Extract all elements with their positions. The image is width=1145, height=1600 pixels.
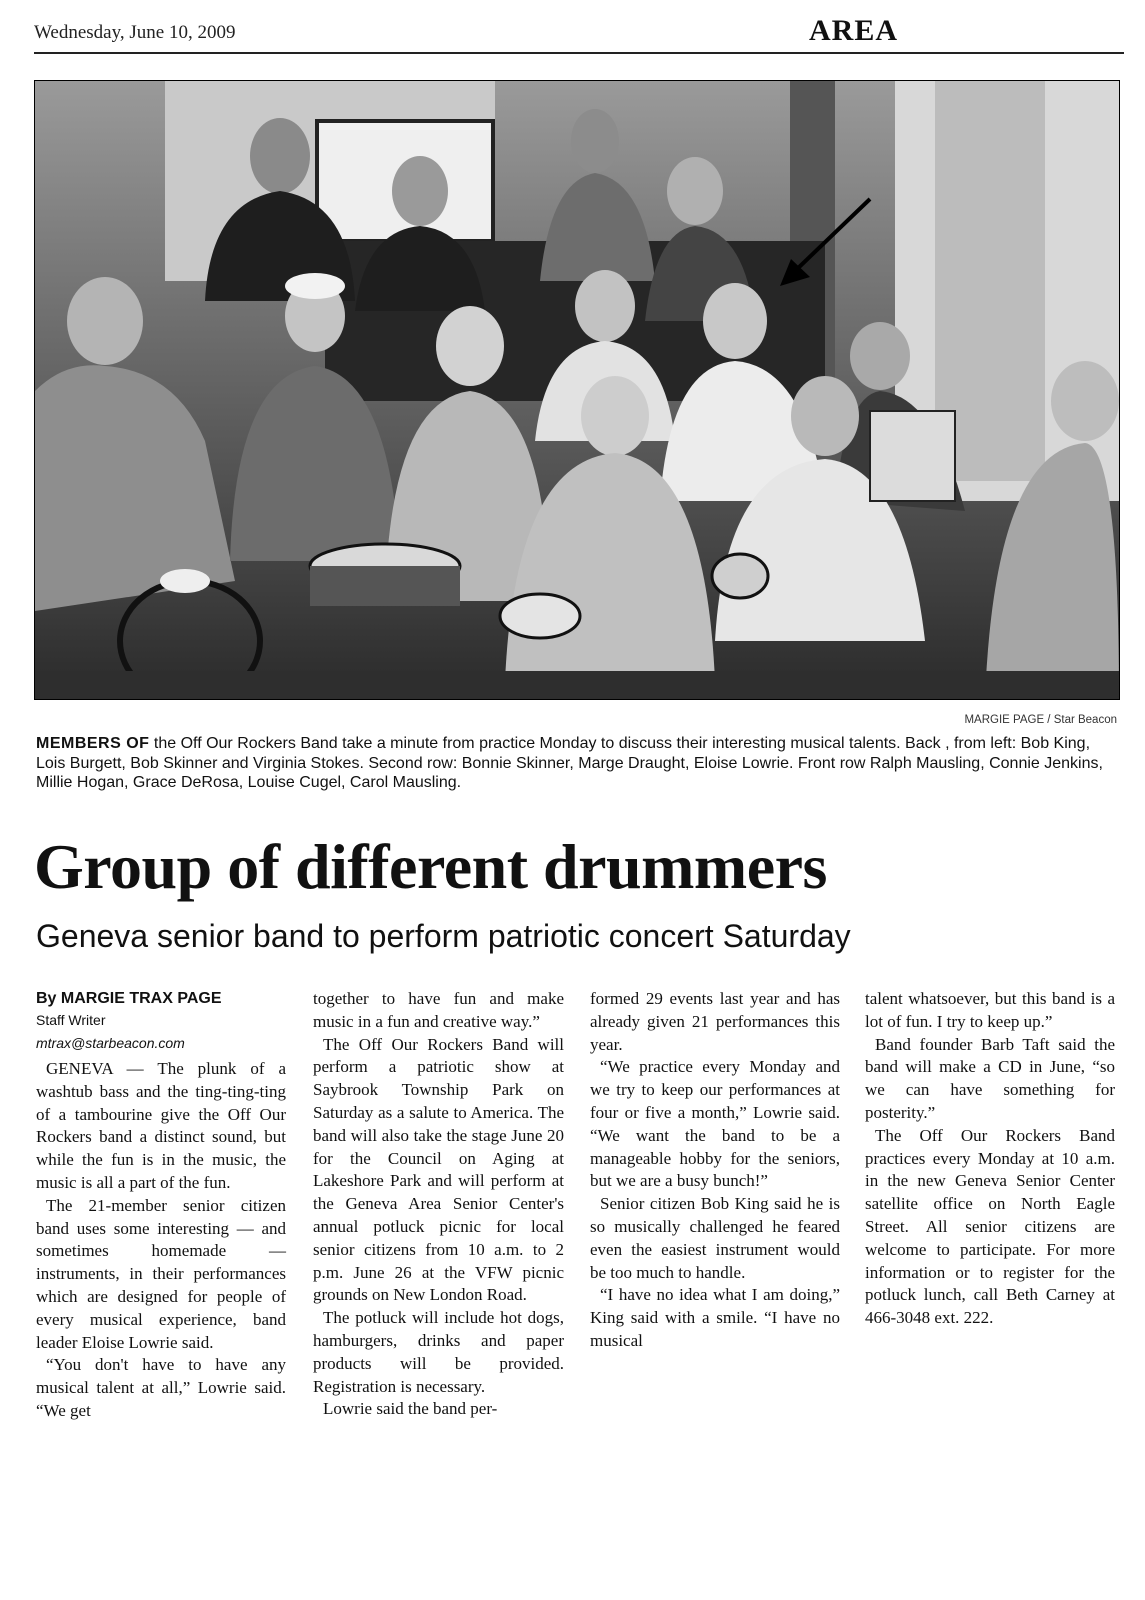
paragraph: “I have no idea what I am doing,” King said with a smile. “I have no musical: [590, 1285, 840, 1350]
paragraph: together to have fun and make music in a fun and creative way.”: [313, 989, 564, 1031]
band-photo: [34, 80, 1120, 700]
band-photo-illustration: [35, 81, 1119, 699]
paragraph: The Off Our Rockers Band will perform a patriotic show at Saybrook Township Park on Saturday as a salute to America. The band will also take the stage June 20 for the Council on Aging at Lakeshore Park and will perform at the Geneva Area Senior Center's annual potluck picnic for local senior citizens from 10 a.m. to 2 p.m. June 26 at the VFW picnic grounds on New London Road.: [313, 1034, 564, 1305]
article-column-3: [590, 988, 840, 1353]
section-title: AREA: [809, 14, 899, 47]
paragraph: “We practice every Monday and we try to keep our performances at four or five a month,” Lowrie said. “We want the band to be a manageable hobby for the seniors, but we are a busy bunch!”: [590, 1057, 840, 1191]
paragraph: The Off Our Rockers Band practices every Monday at 10 a.m. in the new Geneva Senior Center satellite office on North Eagle Street. All senior citizens are welcome to participate. For more information or to register for the potluck lunch, call Beth Carney at 466-3048 ext. 222.: [865, 1125, 1115, 1328]
article-column-4: [865, 988, 1115, 1330]
paragraph: talent whatsoever, but this band is a lot of fun. I try to keep up.”: [865, 989, 1115, 1031]
paragraph: GENEVA — The plunk of a washtub bass and the ting-ting-ting of a tambourine give the Off Our Rockers band a distinct sound, but while the fun is in the music, the music is all a part of the fun.: [36, 1059, 286, 1192]
caption-text: the Off Our Rockers Band take a minute from practice Monday to discuss their interesting musical talents. Back , from left: Bob King, Lois Burgett, Bob Skinner and Virginia Stokes. Second row: Bonnie Skinner, Marge Draught, Eloise Lowrie. Front row Ralph Mausling, Connie Jenkins, Millie Hogan, Grace DeRosa, Louise Cugel, Carol Mausling.: [36, 735, 1103, 791]
photo-credit: MARGIE PAGE / Star Beacon: [964, 714, 1117, 726]
headline: Group of different drummers: [34, 831, 827, 902]
author-title: Staff Writer: [36, 1012, 106, 1028]
paragraph: Lowrie said the band per-: [323, 1399, 498, 1419]
publication-date: Wednesday, June 10, 2009: [34, 22, 236, 43]
paragraph: The 21-member senior citizen band uses some interesting — and sometimes homemade — instruments, in their performances which are designed for people of every musical experience, band leader Eloise Lowrie said.: [36, 1195, 286, 1352]
masthead: [34, 12, 1124, 54]
article-column-2: [313, 988, 564, 1421]
author-email: mtrax@starbeacon.com: [36, 1035, 185, 1051]
caption-lead: MEMBERS OF: [36, 735, 150, 752]
byline: By MARGIE TRAX PAGE: [36, 990, 222, 1007]
photo-caption: [36, 734, 1116, 793]
paragraph: formed 29 events last year and has already given 21 performances this year.: [590, 989, 840, 1054]
paragraph: Band founder Barb Taft said the band will make a CD in June, “so we can have something for posterity.”: [865, 1034, 1115, 1122]
paragraph: The potluck will include hot dogs, hamburgers, drinks and paper products will be provided. Registration is necessary.: [313, 1308, 564, 1396]
article-column-1: [36, 988, 286, 1423]
subheadline: Geneva senior band to perform patriotic concert Saturday: [36, 918, 851, 954]
paragraph: “You don't have to have any musical talent at all,” Lowrie said. “We get: [36, 1355, 286, 1420]
paragraph: Senior citizen Bob King said he is so musically challenged he feared even the easiest instrument would be too much to handle.: [590, 1194, 840, 1282]
